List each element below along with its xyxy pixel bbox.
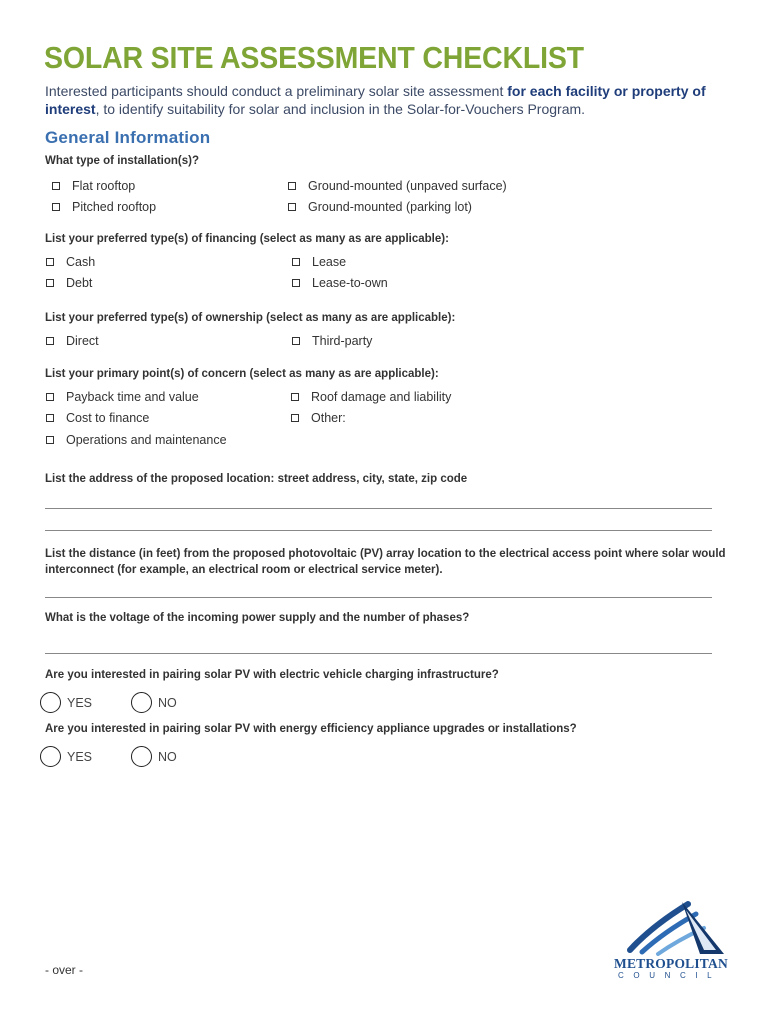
checkbox[interactable]: [291, 414, 299, 422]
efficiency-no-radio[interactable]: NO: [131, 746, 177, 767]
ev-yes-radio[interactable]: YES: [40, 692, 92, 713]
checkbox[interactable]: [46, 393, 54, 401]
radio-circle[interactable]: [131, 692, 152, 713]
checkbox[interactable]: [46, 337, 54, 345]
checkbox[interactable]: [52, 182, 60, 190]
distance-line[interactable]: [45, 597, 712, 598]
radio-circle[interactable]: [40, 746, 61, 767]
efficiency-yes-radio[interactable]: YES: [40, 746, 92, 767]
option-direct[interactable]: Direct: [46, 334, 99, 348]
voltage-line[interactable]: [45, 653, 712, 654]
ev-question: Are you interested in pairing solar PV with electric vehicle charging infrastructure?: [45, 669, 499, 681]
ev-no-radio[interactable]: NO: [131, 692, 177, 713]
radio-circle[interactable]: [40, 692, 61, 713]
address-line-1[interactable]: [45, 508, 712, 509]
option-debt[interactable]: Debt: [46, 276, 92, 290]
intro-emphasis: for each facility or property of interest: [45, 83, 706, 117]
checkbox[interactable]: [292, 258, 300, 266]
option-lease[interactable]: Lease: [292, 255, 346, 269]
concern-question: List your primary point(s) of concern (select as many as are applicable):: [45, 368, 439, 380]
intro-text-start: Interested participants should conduct a preliminary solar site assessment: [45, 83, 508, 99]
logo-text-metropolitan: METROPOLITAN: [614, 956, 728, 971]
page-title: SOLAR SITE ASSESSMENT CHECKLIST: [44, 40, 584, 75]
checkbox[interactable]: [46, 436, 54, 444]
option-ground-parking[interactable]: Ground-mounted (parking lot): [288, 200, 472, 214]
checkbox[interactable]: [52, 203, 60, 211]
logo-text-council: COUNCIL: [618, 971, 722, 980]
intro-paragraph: [45, 82, 735, 118]
option-roof-damage[interactable]: Roof damage and liability: [291, 390, 451, 404]
financing-question: List your preferred type(s) of financing (select as many as are applicable):: [45, 233, 449, 245]
checkbox[interactable]: [291, 393, 299, 401]
option-flat-rooftop[interactable]: Flat rooftop: [52, 179, 135, 193]
option-other[interactable]: Other:: [291, 411, 346, 425]
checkbox[interactable]: [288, 182, 296, 190]
ownership-question: List your preferred type(s) of ownership (select as many as are applicable):: [45, 312, 456, 324]
logo-mark-icon: [612, 898, 732, 958]
voltage-question: What is the voltage of the incoming power supply and the number of phases?: [45, 612, 470, 624]
section-heading: General Information: [45, 128, 211, 147]
option-cost-to-finance[interactable]: Cost to finance: [46, 411, 149, 425]
distance-question: List the distance (in feet) from the proposed photovoltaic (PV) array location to the electrical access point where solar would interconnect (for example, an electrical room or electrical service meter).: [45, 548, 726, 576]
address-question: List the address of the proposed location: street address, city, state, zip code: [45, 473, 468, 485]
option-lease-to-own[interactable]: Lease-to-own: [292, 276, 388, 290]
intro-text-end: , to identify suitability for solar and inclusion in the Solar-for-Vouchers Program.: [95, 101, 586, 117]
checkbox[interactable]: [46, 279, 54, 287]
installation-question: What type of installation(s)?: [45, 155, 199, 167]
option-payback[interactable]: Payback time and value: [46, 390, 199, 404]
checkbox[interactable]: [288, 203, 296, 211]
checkbox[interactable]: [46, 258, 54, 266]
checkbox[interactable]: [292, 337, 300, 345]
efficiency-question: Are you interested in pairing solar PV with energy efficiency appliance upgrades or installations?: [45, 723, 577, 735]
option-third-party[interactable]: Third-party: [292, 334, 372, 348]
option-cash[interactable]: Cash: [46, 255, 95, 269]
checkbox[interactable]: [46, 414, 54, 422]
checkbox[interactable]: [292, 279, 300, 287]
radio-circle[interactable]: [131, 746, 152, 767]
address-line-2[interactable]: [45, 530, 712, 531]
metropolitan-council-logo: [612, 898, 732, 988]
option-operations[interactable]: Operations and maintenance: [46, 433, 227, 447]
option-pitched-rooftop[interactable]: Pitched rooftop: [52, 200, 156, 214]
footer-over: - over -: [45, 963, 84, 977]
option-ground-unpaved[interactable]: Ground-mounted (unpaved surface): [288, 179, 507, 193]
